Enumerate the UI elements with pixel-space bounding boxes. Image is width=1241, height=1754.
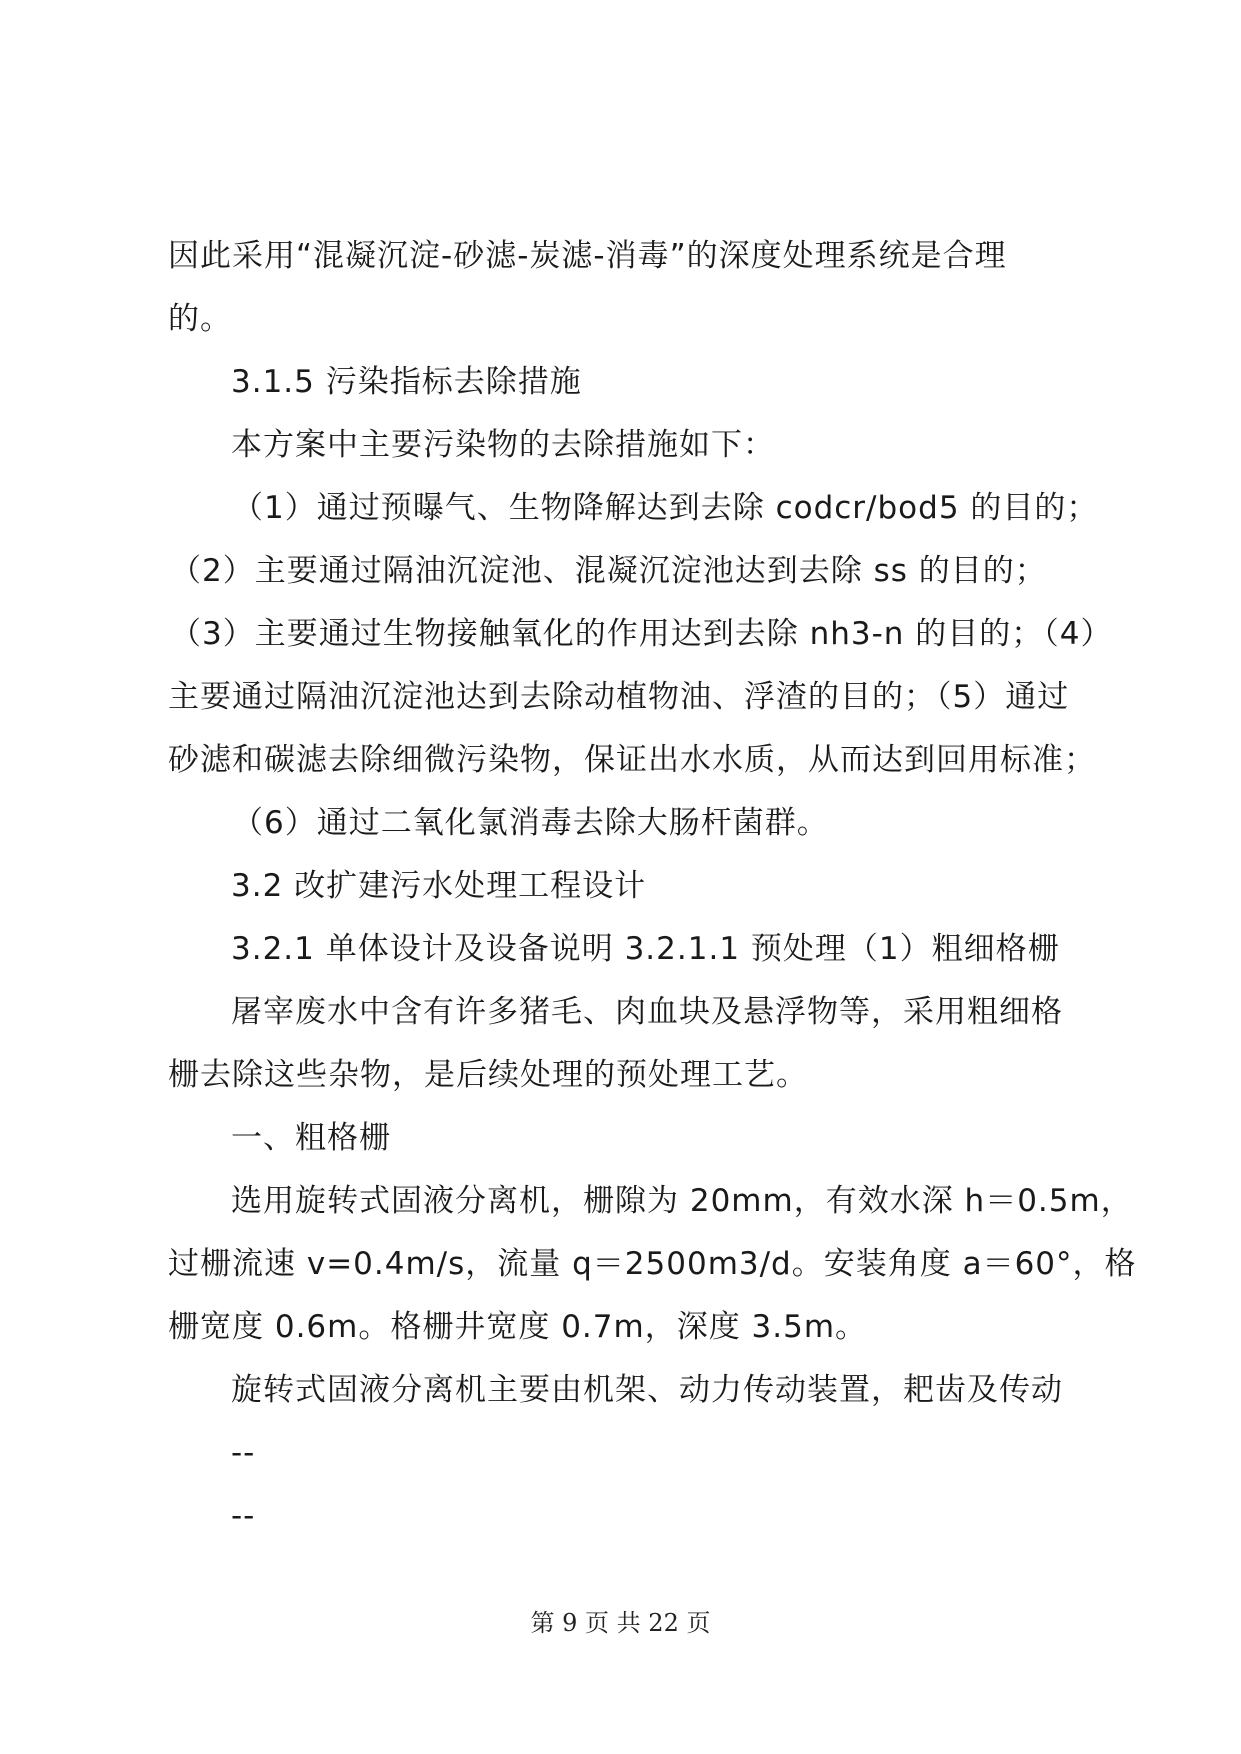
page-footer: 第 9 页 共 22 页 — [530, 1609, 711, 1637]
section-heading-3-2-1: 3.2.1 单体设计及设备说明 3.2.1.1 预处理（1）粗细格栅 — [231, 931, 1060, 967]
section-heading-3-2: 3.2 改扩建污水处理工程设计 — [231, 868, 647, 904]
separator-dashes-1: -- — [231, 1435, 256, 1471]
text-line-5: （1）通过预曝气、生物降解达到去除 codcr/bod5 的目的； — [232, 490, 1099, 526]
text-line-9: 砂滤和碳滤去除细微污染物，保证出水水质，从而达到回用标准； — [168, 742, 1096, 778]
text-line-10: （6）通过二氧化氯消毒去除大肠杆菌群。 — [232, 805, 829, 841]
text-line-14: 栅去除这些杂物，是后续处理的预处理工艺。 — [168, 1057, 808, 1093]
text-line-13: 屠宰废水中含有许多猪毛、肉血块及悬浮物等，采用粗细格 — [231, 994, 1063, 1030]
text-line-6: （2）主要通过隔油沉淀池、混凝沉淀池达到去除 ss 的目的； — [170, 553, 1047, 589]
text-line-19: 旋转式固液分离机主要由机架、动力传动装置，耙齿及传动 — [231, 1372, 1063, 1408]
text-line-2: 的。 — [168, 301, 232, 337]
text-line-18: 栅宽度 0.6m。格栅井宽度 0.7m，深度 3.5m。 — [168, 1309, 868, 1345]
text-line-16: 选用旋转式固液分离机，栅隙为 20mm，有效水深 h＝0.5m， — [231, 1183, 1133, 1219]
section-heading-3-1-5: 3.1.5 污染指标去除措施 — [231, 364, 582, 400]
subheading-coarse-grille: 一、粗格栅 — [231, 1120, 391, 1156]
text-line-1: 因此采用“混凝沉淀-砂滤-炭滤-消毒”的深度处理系统是合理 — [168, 238, 1007, 274]
text-line-17: 过栅流速 v=0.4m/s，流量 q＝2500m3/d。安装角度 a＝60°，格 — [168, 1246, 1137, 1282]
separator-dashes-2: -- — [231, 1498, 256, 1534]
text-line-7: （3）主要通过生物接触氧化的作用达到去除 nh3-n 的目的；（4） — [170, 616, 1113, 652]
text-line-4: 本方案中主要污染物的去除措施如下： — [231, 427, 775, 463]
text-line-8: 主要通过隔油沉淀池达到去除动植物油、浮渣的目的；（5）通过 — [168, 679, 1070, 715]
